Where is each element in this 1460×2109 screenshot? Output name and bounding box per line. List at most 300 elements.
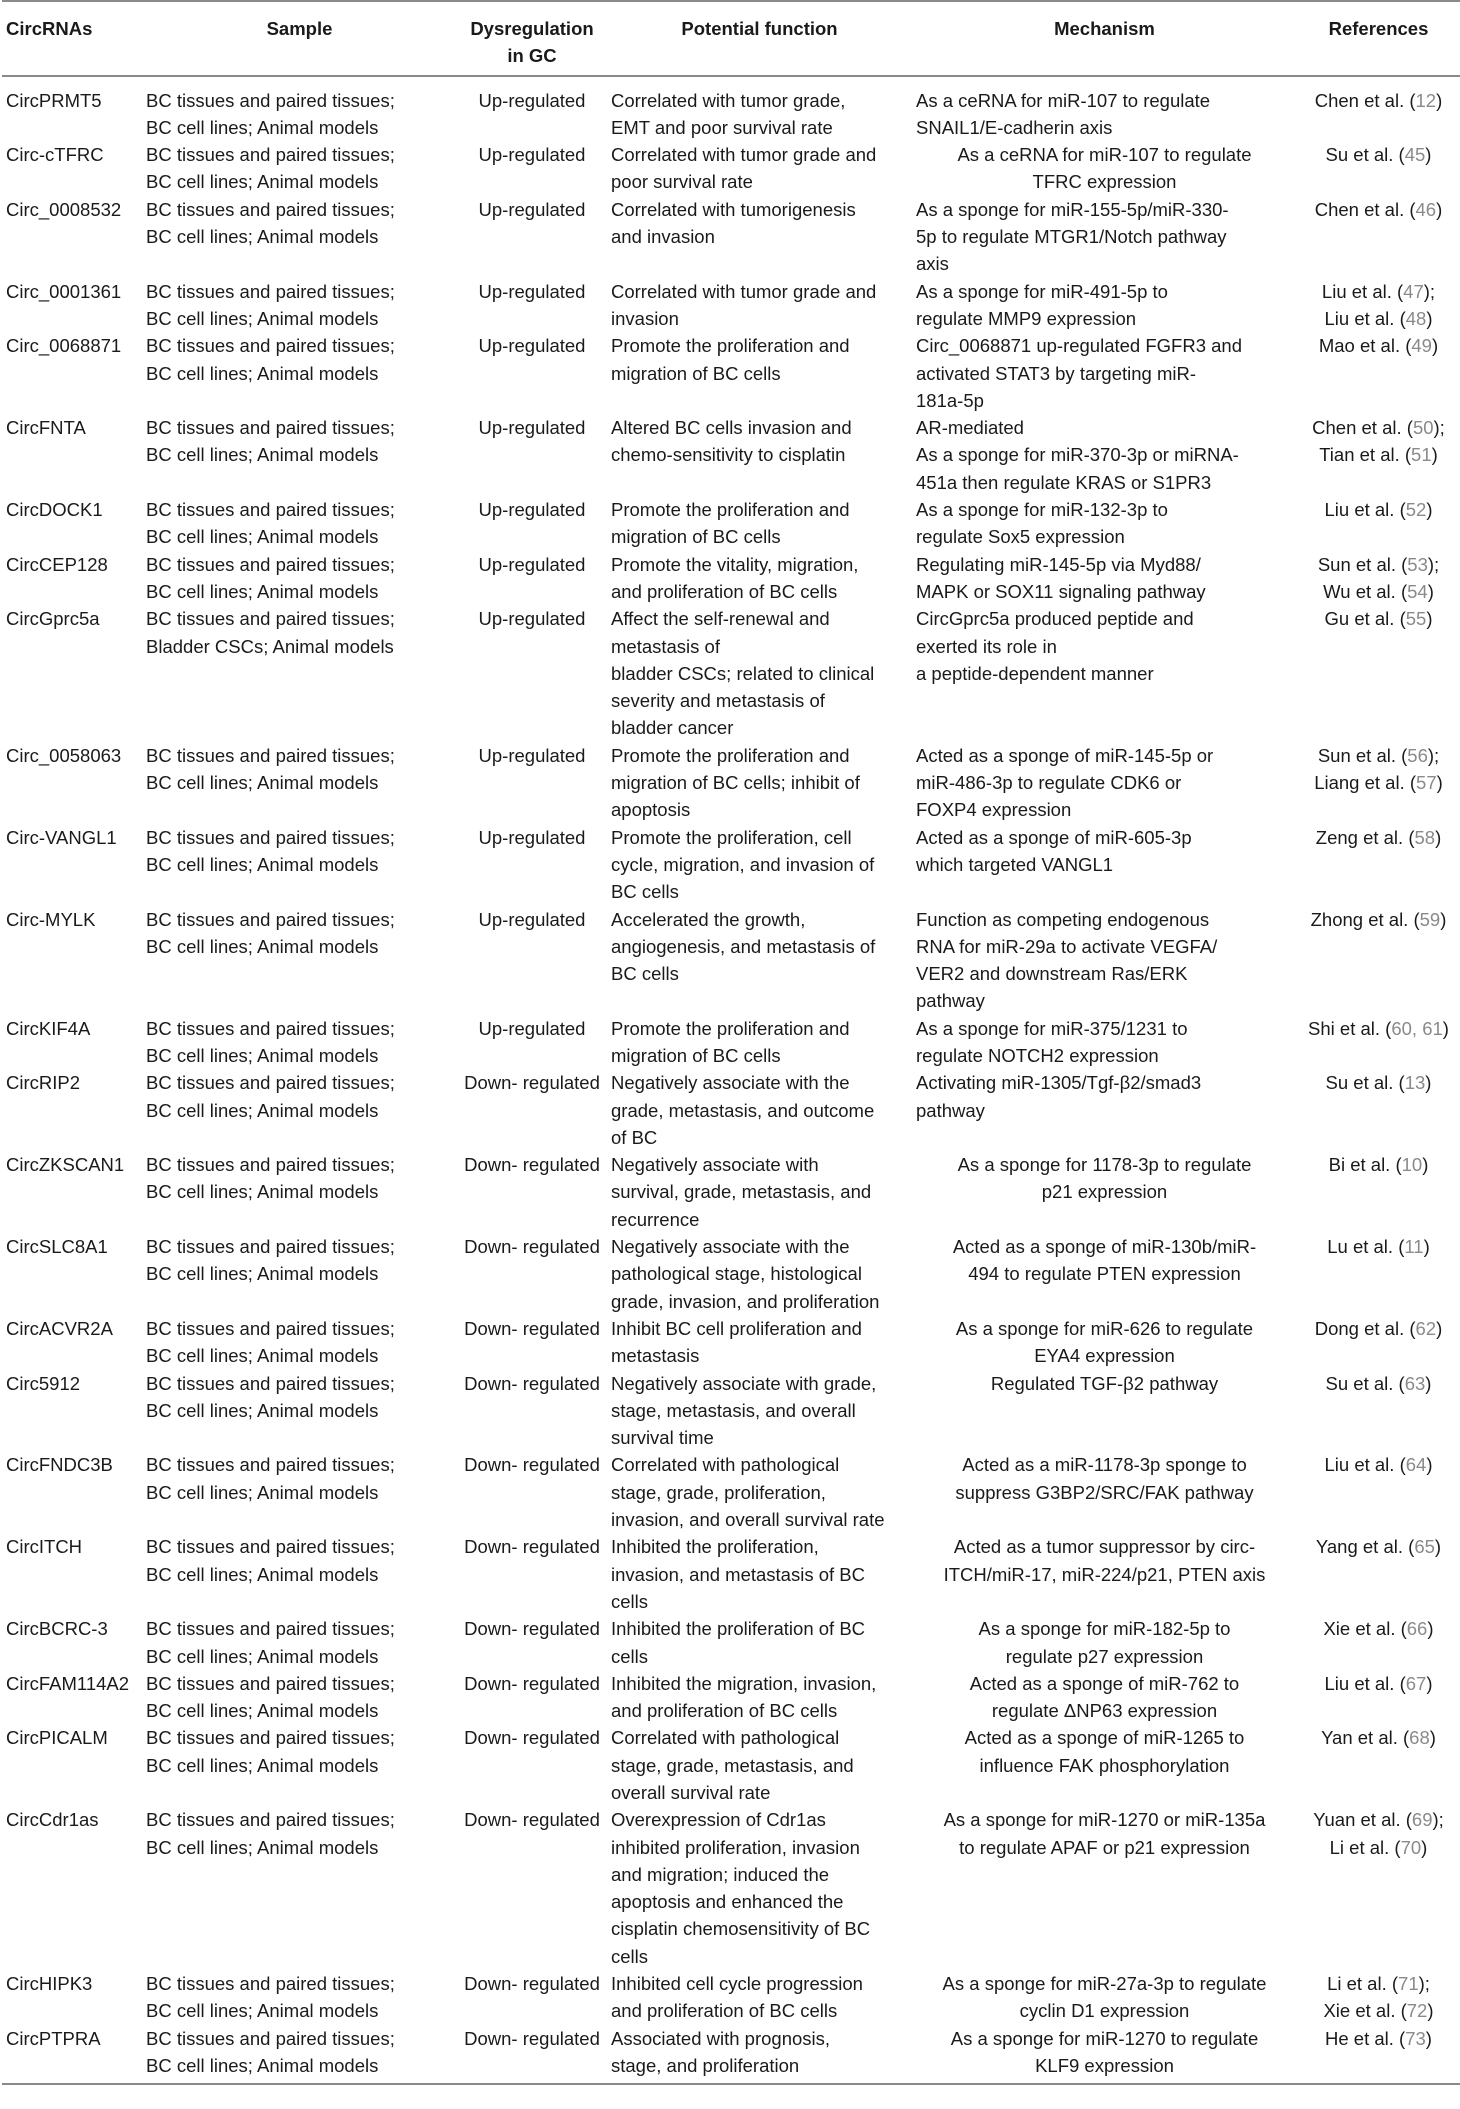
circrna-name-cell: CircACVR2A	[6, 1317, 113, 1339]
table-row	[2, 551, 1460, 606]
reference-close: )	[1426, 307, 1433, 329]
reference-author: Yuan et al. (	[1313, 1809, 1412, 1831]
reference-number-link[interactable]: 11	[1404, 1236, 1424, 1258]
reference-number-link[interactable]: 12	[1415, 89, 1437, 111]
mechanism-line: KLF9 expression	[1035, 2054, 1174, 2076]
reference-number-link[interactable]: 69	[1411, 1809, 1433, 1831]
mechanism-line: CircGprc5a produced peptide and	[916, 608, 1194, 630]
mechanism-line: As a sponge for miR-182-5p to	[978, 1618, 1231, 1640]
mechanism-line: 5p to regulate MTGR1/Notch pathway	[916, 226, 1227, 248]
dysregulation-cell: Up-regulated	[478, 280, 586, 302]
sample-line: BC tissues and paired tissues;	[146, 553, 395, 575]
function-line: Inhibited the migration, invasion,	[611, 1672, 877, 1694]
sample-cell	[142, 1970, 457, 2025]
reference-author: Dong et al. (	[1314, 1317, 1416, 1339]
table-header	[2, 1, 1460, 76]
reference-author: Zhong et al. (	[1310, 908, 1420, 930]
sample-line: BC tissues and paired tissues;	[146, 608, 395, 630]
sample-line: BC tissues and paired tissues;	[146, 1727, 395, 1749]
function-cell	[607, 1533, 912, 1615]
mechanism-line: As a sponge for miR-132-3p to	[916, 499, 1168, 521]
sample-line: BC cell lines; Animal models	[146, 1181, 379, 1203]
header-dysregulation-line: Dysregulation	[470, 18, 594, 39]
mechanism-line: AR-mediated	[916, 417, 1024, 439]
reference-author: Sun et al. (	[1317, 744, 1408, 766]
sample-cell	[142, 1370, 457, 1452]
sample-cell	[142, 414, 457, 496]
mechanism-cell	[912, 742, 1297, 824]
references-cell	[1297, 1970, 1460, 2025]
references-cell	[1297, 1233, 1460, 1315]
reference-number-link[interactable]: 66	[1406, 1618, 1428, 1640]
mechanism-line: As a sponge for miR-27a-3p to regulate	[942, 1973, 1267, 1995]
reference-close: )	[1436, 1317, 1443, 1339]
function-cell	[607, 1970, 912, 2025]
dysregulation-cell: Up-regulated	[478, 89, 586, 111]
dysregulation-cell: Up-regulated	[478, 908, 586, 930]
sample-line: BC cell lines; Animal models	[146, 1481, 379, 1503]
reference-number-link[interactable]: 57	[1416, 772, 1437, 794]
circrna-name-cell: CircPTPRA	[2, 2025, 142, 2085]
reference-line	[1301, 742, 1456, 769]
reference-author: Yang et al. (	[1315, 1536, 1415, 1558]
circrna-name-cell: CircFNTA	[6, 417, 86, 439]
reference-line	[1301, 1451, 1456, 1478]
function-cell	[607, 2025, 912, 2085]
reference-close: )	[1425, 1372, 1432, 1394]
reference-number-link[interactable]: 10	[1401, 1154, 1423, 1176]
dysregulation-cell: Up-regulated	[478, 826, 586, 848]
dysregulation-cell: Up-regulated	[478, 417, 586, 439]
mechanism-line: FOXP4 expression	[916, 799, 1072, 821]
table-row	[2, 1015, 1460, 1070]
mechanism-line: As a sponge for 1178-3p to regulate	[957, 1154, 1252, 1176]
function-line: Inhibited cell cycle progression	[611, 1973, 863, 1995]
reference-number-link[interactable]: 55	[1405, 608, 1427, 630]
table-row	[2, 605, 1460, 741]
table-row	[2, 76, 1460, 142]
sample-line: BC cell lines; Animal models	[146, 1263, 379, 1285]
mechanism-line: VER2 and downstream Ras/ERK	[916, 963, 1188, 985]
circrna-name-cell: CircHIPK3	[6, 1973, 93, 1995]
function-line: pathological stage, histological	[611, 1263, 862, 1285]
function-line: survival time	[611, 1427, 714, 1449]
table-row	[2, 496, 1460, 551]
function-line: Negatively associate with	[611, 1154, 819, 1176]
function-line: EMT and poor survival rate	[611, 116, 833, 138]
sample-line: BC cell lines; Animal models	[146, 1099, 379, 1121]
reference-close: )	[1426, 499, 1433, 521]
sample-line: BC cell lines; Animal models	[146, 307, 379, 329]
circrna-name-cell: Circ_0001361	[6, 280, 122, 302]
references-cell	[1297, 2025, 1460, 2085]
reference-author: Wu et al. (	[1323, 580, 1408, 602]
reference-number-link[interactable]: 70	[1400, 1836, 1422, 1858]
reference-number-link[interactable]: 64	[1405, 1454, 1427, 1476]
references-cell	[1297, 605, 1460, 741]
function-line: overall survival rate	[611, 1782, 771, 1803]
dysregulation-cell: Up-regulated	[478, 1017, 586, 1039]
function-line: cells	[611, 1945, 649, 1967]
reference-close: )	[1436, 89, 1443, 111]
sample-line: BC cell lines; Animal models	[146, 226, 379, 248]
function-line: apoptosis	[611, 799, 691, 821]
reference-line	[1301, 578, 1456, 605]
sample-cell	[142, 1315, 457, 1370]
reference-number-link[interactable]: 63	[1404, 1372, 1426, 1394]
reference-number-link[interactable]: 62	[1415, 1317, 1437, 1339]
references-cell	[1297, 1015, 1460, 1070]
reference-line	[1301, 605, 1456, 632]
function-cell	[607, 278, 912, 333]
table-row	[2, 1151, 1460, 1233]
reference-number-link[interactable]: 60, 61	[1391, 1017, 1443, 1039]
reference-line	[1301, 441, 1456, 468]
mechanism-line: regulate ΔNP63 expression	[991, 1700, 1218, 1722]
mechanism-cell	[912, 1670, 1297, 1725]
mechanism-line: As a sponge for miR-1270 to regulate	[950, 2027, 1259, 2049]
header-references: References	[1297, 1, 1460, 76]
mechanism-line: cyclin D1 expression	[1019, 2000, 1190, 2022]
function-line: Associated with prognosis,	[611, 2027, 831, 2049]
function-line: and proliferation of BC cells	[611, 2000, 838, 2022]
mechanism-cell	[912, 278, 1297, 333]
reference-number-link[interactable]: 52	[1405, 499, 1427, 521]
reference-author: Liang et al. (	[1314, 772, 1417, 794]
function-line: bladder CSCs; related to clinical	[611, 662, 875, 684]
reference-line	[1301, 1670, 1456, 1697]
reference-close: )	[1429, 1727, 1436, 1749]
mechanism-line: Regulated TGF-β2 pathway	[990, 1372, 1219, 1394]
mechanism-line: Acted as a sponge of miR-762 to	[969, 1672, 1240, 1694]
reference-line	[1301, 1015, 1456, 1042]
reference-author: Shi et al. (	[1308, 1017, 1392, 1039]
reference-close: )	[1425, 144, 1432, 166]
mechanism-cell	[912, 1806, 1297, 1970]
sample-line: BC tissues and paired tissues;	[146, 1317, 395, 1339]
reference-number-link[interactable]: 67	[1405, 1672, 1427, 1694]
mechanism-line: regulate MMP9 expression	[916, 307, 1137, 329]
reference-close: );	[1433, 417, 1445, 439]
reference-line	[1301, 141, 1456, 168]
sample-line: BC cell lines; Animal models	[146, 772, 379, 794]
sample-cell	[142, 2025, 457, 2085]
reference-line	[1301, 278, 1456, 305]
circrna-name-cell: CircKIF4A	[6, 1017, 91, 1039]
reference-close: )	[1431, 444, 1438, 466]
table-row	[2, 1315, 1460, 1370]
references-cell	[1297, 1806, 1460, 1970]
mechanism-line: EYA4 expression	[1034, 1345, 1175, 1367]
reference-number-link[interactable]: 53	[1407, 553, 1428, 575]
function-cell	[607, 1724, 912, 1806]
sample-line: BC cell lines; Animal models	[146, 362, 379, 384]
reference-author: Chen et al. (	[1312, 417, 1413, 439]
dysregulation-cell: Up-regulated	[478, 198, 586, 220]
mechanism-line: pathway	[916, 1099, 985, 1121]
sample-line: BC tissues and paired tissues;	[146, 335, 395, 357]
mechanism-line: suppress G3BP2/SRC/FAK pathway	[955, 1481, 1254, 1503]
mechanism-line: Acted as a sponge of miR-145-5p or	[916, 744, 1214, 766]
reference-number-link[interactable]: 65	[1414, 1536, 1435, 1558]
reference-line	[1301, 1069, 1456, 1096]
reference-number-link[interactable]: 50	[1412, 417, 1434, 439]
reference-line	[1301, 551, 1456, 578]
references-cell	[1297, 414, 1460, 496]
reference-number-link[interactable]: 47	[1403, 280, 1424, 302]
reference-number-link[interactable]: 54	[1407, 580, 1428, 602]
function-line: bladder cancer	[611, 717, 734, 739]
reference-author: Su et al. (	[1325, 1072, 1405, 1094]
dysregulation-cell: Up-regulated	[478, 744, 586, 766]
mechanism-cell	[912, 906, 1297, 1015]
circrna-name-cell: CircPRMT5	[6, 89, 102, 111]
reference-author: Liu et al. (	[1324, 1672, 1406, 1694]
mechanism-cell	[912, 1315, 1297, 1370]
sample-line: BC cell lines; Animal models	[146, 2000, 379, 2022]
mechanism-line: Circ_0068871 up-regulated FGFR3 and	[916, 335, 1242, 357]
reference-line	[1301, 2025, 1456, 2052]
sample-cell	[142, 141, 457, 196]
mechanism-cell	[912, 1015, 1297, 1070]
table-row	[2, 1615, 1460, 1670]
sample-line: BC cell lines; Animal models	[146, 1044, 379, 1066]
function-line: Correlated with tumor grade and	[611, 144, 877, 166]
function-cell	[607, 1233, 912, 1315]
reference-close: )	[1431, 335, 1439, 357]
sample-cell	[142, 1069, 457, 1151]
sample-line: BC cell lines; Animal models	[146, 1563, 379, 1585]
reference-author: Liu et al. (	[1324, 499, 1406, 521]
function-cell	[607, 1451, 912, 1533]
function-line: metastasis	[611, 1345, 700, 1367]
reference-number-link[interactable]: 59	[1419, 908, 1441, 930]
function-cell	[607, 605, 912, 741]
reference-number-link[interactable]: 73	[1405, 2027, 1426, 2049]
circrna-name-cell: CircZKSCAN1	[6, 1154, 125, 1176]
reference-close: )	[1426, 608, 1433, 630]
sample-cell	[142, 1724, 457, 1806]
reference-close: )	[1436, 772, 1443, 794]
reference-close: );	[1427, 744, 1440, 766]
circrna-name-cell: Circ_0058063	[6, 744, 122, 766]
header-dysregulation	[457, 1, 607, 76]
references-cell	[1297, 332, 1460, 414]
function-line: Negatively associate with grade,	[611, 1372, 877, 1394]
mechanism-line: regulate p27 expression	[1005, 1645, 1204, 1667]
function-line: Promote the vitality, migration,	[611, 553, 859, 575]
function-line: and proliferation of BC cells	[611, 1700, 838, 1722]
references-cell	[1297, 496, 1460, 551]
sample-cell	[142, 1015, 457, 1070]
circrna-name-cell: CircITCH	[6, 1536, 83, 1558]
mechanism-cell	[912, 414, 1297, 496]
reference-line	[1301, 1615, 1456, 1642]
mechanism-cell	[912, 1151, 1297, 1233]
reference-number-link[interactable]: 13	[1404, 1072, 1426, 1094]
mechanism-cell	[912, 1724, 1297, 1806]
reference-line	[1301, 824, 1456, 851]
references-cell	[1297, 906, 1460, 1015]
reference-number-link[interactable]: 72	[1406, 2000, 1428, 2022]
reference-author: He et al. (	[1325, 2027, 1406, 2049]
reference-number-link[interactable]: 48	[1405, 307, 1427, 329]
references-cell	[1297, 1451, 1460, 1533]
references-cell	[1297, 141, 1460, 196]
mechanism-line: pathway	[916, 990, 985, 1012]
mechanism-cell	[912, 1533, 1297, 1615]
mechanism-line: 494 to regulate PTEN expression	[968, 1263, 1241, 1285]
function-line: migration of BC cells	[611, 1044, 781, 1066]
sample-line: BC tissues and paired tissues;	[146, 280, 395, 302]
mechanism-line: As a sponge for miR-491-5p to	[916, 280, 1168, 302]
references-cell	[1297, 824, 1460, 906]
function-line: poor survival rate	[611, 171, 753, 193]
function-cell	[607, 1315, 912, 1370]
header-sample: Sample	[142, 1, 457, 76]
sample-cell	[142, 605, 457, 741]
function-line: Correlated with pathological	[611, 1454, 840, 1476]
dysregulation-cell: Down- regulated	[464, 1727, 600, 1749]
reference-line	[1301, 305, 1456, 332]
sample-line: Bladder CSCs; Animal models	[146, 635, 394, 657]
reference-author: Li et al. (	[1329, 1836, 1401, 1858]
mechanism-line: 181a-5p	[916, 389, 984, 411]
function-cell	[607, 1015, 912, 1070]
reference-line	[1301, 496, 1456, 523]
function-line: cycle, migration, and invasion of	[611, 853, 875, 875]
sample-line: BC tissues and paired tissues;	[146, 1454, 395, 1476]
reference-close: )	[1425, 1072, 1432, 1094]
header-potential-function: Potential function	[607, 1, 912, 76]
sample-cell	[142, 1670, 457, 1725]
sample-cell	[142, 551, 457, 606]
mechanism-line: influence FAK phosphorylation	[979, 1754, 1230, 1776]
reference-number-link[interactable]: 49	[1411, 335, 1432, 357]
reference-number-link[interactable]: 56	[1407, 744, 1428, 766]
reference-close: )	[1436, 198, 1443, 220]
references-cell	[1297, 742, 1460, 824]
mechanism-line: Activating miR-1305/Tgf-β2/smad3	[916, 1072, 1202, 1094]
circrna-name-cell: Circ_0068871	[6, 335, 122, 357]
sample-line: BC cell lines; Animal models	[146, 2054, 379, 2076]
table-body	[2, 76, 1460, 2085]
function-line: grade, invasion, and proliferation	[611, 1290, 880, 1312]
reference-line	[1301, 1724, 1456, 1751]
reference-close: )	[1426, 1454, 1433, 1476]
dysregulation-cell: Down- regulated	[464, 1154, 600, 1176]
function-line: and proliferation of BC cells	[611, 580, 838, 602]
mechanism-cell	[912, 1370, 1297, 1452]
circrna-name-cell: CircDOCK1	[6, 499, 103, 521]
function-cell	[607, 414, 912, 496]
mechanism-line: exerted its role in	[916, 635, 1057, 657]
sample-line: BC tissues and paired tissues;	[146, 1154, 395, 1176]
function-cell	[607, 496, 912, 551]
function-line: Accelerated the growth,	[611, 908, 806, 930]
references-cell	[1297, 1724, 1460, 1806]
sample-line: BC cell lines; Animal models	[146, 171, 379, 193]
reference-number-link[interactable]: 51	[1411, 444, 1432, 466]
reference-author: Liu et al. (	[1324, 1454, 1406, 1476]
reference-number-link[interactable]: 46	[1415, 198, 1437, 220]
sample-line: BC tissues and paired tissues;	[146, 1372, 395, 1394]
circrna-name-cell: Circ-cTFRC	[6, 144, 104, 166]
reference-number-link[interactable]: 71	[1398, 1973, 1419, 1995]
reference-number-link[interactable]: 68	[1409, 1727, 1430, 1749]
sample-line: BC cell lines; Animal models	[146, 1836, 379, 1858]
dysregulation-cell: Down- regulated	[464, 1973, 600, 1995]
function-line: angiogenesis, and metastasis of	[611, 935, 876, 957]
function-line: Promote the proliferation and	[611, 335, 850, 357]
table-row	[2, 1724, 1460, 1806]
reference-author: Mao et al. (	[1318, 335, 1412, 357]
reference-line	[1301, 1315, 1456, 1342]
dysregulation-cell: Down- regulated	[464, 1317, 600, 1339]
sample-line: BC tissues and paired tissues;	[146, 826, 395, 848]
reference-close: )	[1427, 580, 1434, 602]
function-line: Affect the self-renewal and	[611, 608, 830, 630]
circrna-name-cell: CircBCRC-3	[6, 1618, 108, 1640]
mechanism-line: As a ceRNA for miR-107 to regulate	[957, 144, 1252, 166]
sample-cell	[142, 278, 457, 333]
mechanism-line: As a sponge for miR-375/1231 to	[916, 1017, 1188, 1039]
sample-line: BC tissues and paired tissues;	[146, 1618, 395, 1640]
reference-number-link[interactable]: 45	[1404, 144, 1426, 166]
circrna-name-cell: CircGprc5a	[6, 608, 100, 630]
sample-line: BC cell lines; Animal models	[146, 580, 379, 602]
function-cell	[607, 742, 912, 824]
function-line: Inhibited the proliferation of BC	[611, 1618, 866, 1640]
sample-line: BC tissues and paired tissues;	[146, 2027, 395, 2049]
dysregulation-cell: Up-regulated	[478, 144, 586, 166]
circrna-name-cell: CircCEP128	[6, 553, 108, 575]
sample-cell	[142, 332, 457, 414]
function-line: Correlated with tumorigenesis	[611, 198, 856, 220]
sample-line: BC tissues and paired tissues;	[146, 1236, 395, 1258]
function-line: grade, metastasis, and outcome	[611, 1099, 875, 1121]
reference-author: Yan et al. (	[1321, 1727, 1410, 1749]
mechanism-cell	[912, 2025, 1297, 2085]
sample-cell	[142, 1151, 457, 1233]
reference-line	[1301, 1834, 1456, 1861]
dysregulation-cell: Up-regulated	[478, 608, 586, 630]
references-cell	[1297, 1315, 1460, 1370]
function-line: and migration; induced the	[611, 1863, 830, 1885]
table-row	[2, 1670, 1460, 1725]
dysregulation-cell: Down- regulated	[464, 1072, 600, 1094]
table-row	[2, 1806, 1460, 1970]
function-line: stage, grade, proliferation,	[611, 1481, 826, 1503]
sample-line: BC cell lines; Animal models	[146, 526, 379, 548]
dysregulation-cell: Down- regulated	[464, 1809, 600, 1831]
function-line: metastasis of	[611, 635, 720, 657]
mechanism-cell	[912, 551, 1297, 606]
dysregulation-cell: Down- regulated	[457, 2025, 607, 2085]
function-cell	[607, 1151, 912, 1233]
mechanism-line: SNAIL1/E-cadherin axis	[916, 116, 1113, 138]
references-cell	[1297, 196, 1460, 278]
function-line: Altered BC cells invasion and	[611, 417, 852, 439]
function-cell	[607, 906, 912, 1015]
function-line: severity and metastasis of	[611, 690, 825, 712]
reference-number-link[interactable]: 58	[1414, 826, 1436, 848]
dysregulation-cell: Down- regulated	[464, 1454, 600, 1476]
mechanism-line: As a sponge for miR-1270 or miR-135a	[943, 1809, 1266, 1831]
reference-author: Zeng et al. (	[1315, 826, 1415, 848]
sample-line: BC tissues and paired tissues;	[146, 89, 395, 111]
reference-line	[1301, 332, 1456, 359]
